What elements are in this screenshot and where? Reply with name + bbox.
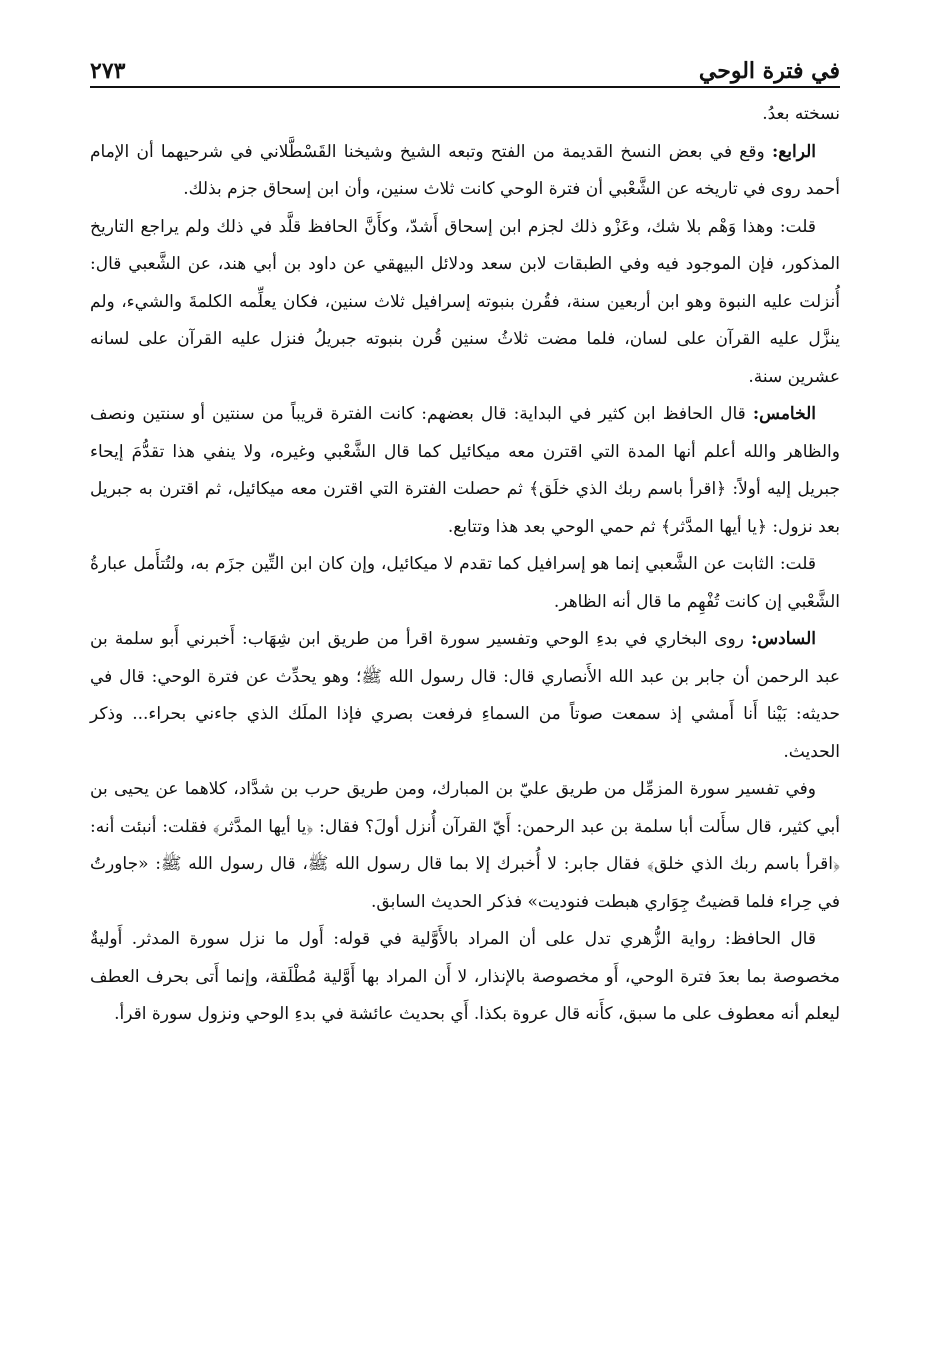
paragraph-text: قلت: وهذا وَهْم بلا شك، وعَزْو ذلك لجزم ابن إسحاق أَشدّ، وكأَنَّ الحافظ قلَّد في ذلك ولم يراجع التاريخ المذكور، فإن الموجود فيه وفي الطبقات لابن سعد ودلائل البيهقي عن داود بن أبي هند، عن الشَّعبي قال: أُنزلت عليه النبوة وهو ابن أربعين سنة، فقُرن بنبوته إسرافيل ثلاث سنين، فكان يعلِّمه الكلمةَ والشيء، ولم ينزَّل عليه القرآن على لسان، فلما مضت ثلاثُ سنين قُرن بنبوته جبريلُ فنزل عليه القرآن على لسانه عشرين سنة. (90, 216, 840, 387)
paragraph-lead: السادس: (751, 629, 816, 649)
paragraph-lead: الرابع: (771, 141, 816, 162)
paragraph-text: قال الحافظ: رواية الزُّهري تدل على أن المراد بالأَوَّلية في قوله: أَول ما نزل سورة المدثر. أَوليةٌ مخصوصة بما بعدَ فترة الوحي، أَو مخصوصة بالإنذار، لا أَن المراد بها أَوَّلية مُطْلَقة، وإنما أَتى بحرف العطف ليعلم أنه معطوف على ما سبق، كأَنه قال عروة بكذا. أَي بحديث عائشة في بدءِ الوحي ونزول سورة اقرأ. (90, 929, 840, 1024)
paragraph-hafiz (90, 921, 840, 1034)
paragraph-fifth (90, 396, 840, 546)
body-text (90, 96, 840, 1034)
paragraph-text: قلت: الثابت عن الشَّعبي إنما هو إسرافيل كما تقدم لا ميكائيل، وإن كان ابن التِّين جزَم به، ولتُتأَمل عبارةُ الشَّعْبي إن كانت تُفْهِم ما قال أنه الظاهر. (90, 554, 840, 612)
paragraph-text: وفي تفسير سورة المزمِّل من طريق عليّ بن المبارك، ومن طريق حرب بن شدَّاد، كلاهما عن يحيى بن أبي كثير، قال سأَلت أبا سلمة بن عبد الرحمن: أَيّ القرآن أُنزل أولَ؟ فقال: ﴿يا أيها المدَّثر﴾ فقلت: أنبئت أنه: ﴿اقرأ باسم ربك الذي خلق﴾ فقال جابر: لا أُخبرك إلا بما قال رسول الله ﷺ، قال رسول الله ﷺ: «جاورتُ في حِراء فلما قضيتُ جِوَاري هبطت فنوديت» فذكر الحديث السابق. (90, 779, 840, 912)
paragraph-text: روى البخاري في بدءِ الوحي وتفسير سورة اقرأ من طريق ابن شِهَاب: أَخبرني أَبو سلمة بن عبد الرحمن أن جابر بن عبد الله الأَنصاري قال: قال رسول الله ﷺ؛ وهو يحدِّث عن فترة الوحي: قال في حديثه: بَيْنا أَنا أَمشي إذ سمعت صوتاً من السماءِ فرفعت بصري فإذا الملَك الذي جاءني بحراء... وذكر الحديث. (90, 629, 840, 762)
running-title: في فترة الوحي (698, 58, 840, 84)
paragraph-text: قال الحافظ ابن كثير في البداية: قال بعضهم: كانت الفترة قريباً من سنتين أو سنتين ونصف والظاهر والله أعلم أنها المدة التي اقترن معه ميكائيل كما قال الشَّعْبي وغيره، ولا ينفي هذا تقدُّمَ إيحاء جبريل إليه أولاً: ﴿اقرأ باسم ربك الذي خلَق﴾ ثم حصلت الفترة التي اقترن معه ميكائيل، ثم اقترن به جبريل بعد نزول: ﴿يا أيها المدَّثر﴾ ثم حمي الوحي بعد هذا وتتابع. (90, 404, 840, 537)
book-page (90, 44, 840, 1334)
paragraph-continuation (90, 96, 840, 134)
paragraph-comment-1 (90, 209, 840, 397)
paragraph-sixth (90, 621, 840, 771)
page-header (90, 44, 840, 88)
page-number: ٢٧٣ (90, 58, 126, 84)
paragraph-comment-2 (90, 546, 840, 621)
paragraph-muzzammil (90, 771, 840, 921)
paragraph-fourth (90, 134, 840, 209)
paragraph-text: وقع في بعض النسخ القديمة من الفتح وتبعه الشيخ وشيخنا القَسْطَّلاني في شرحيهما أن الإمام أحمد روى في تاريخه عن الشَّعْبي أن فترة الوحي كانت ثلاث سنين، وأن ابن إسحاق جزم بذلك. (90, 141, 840, 199)
paragraph-lead: الخامس: (752, 404, 816, 424)
paragraph-text: نسخته بعدُ. (762, 104, 840, 124)
